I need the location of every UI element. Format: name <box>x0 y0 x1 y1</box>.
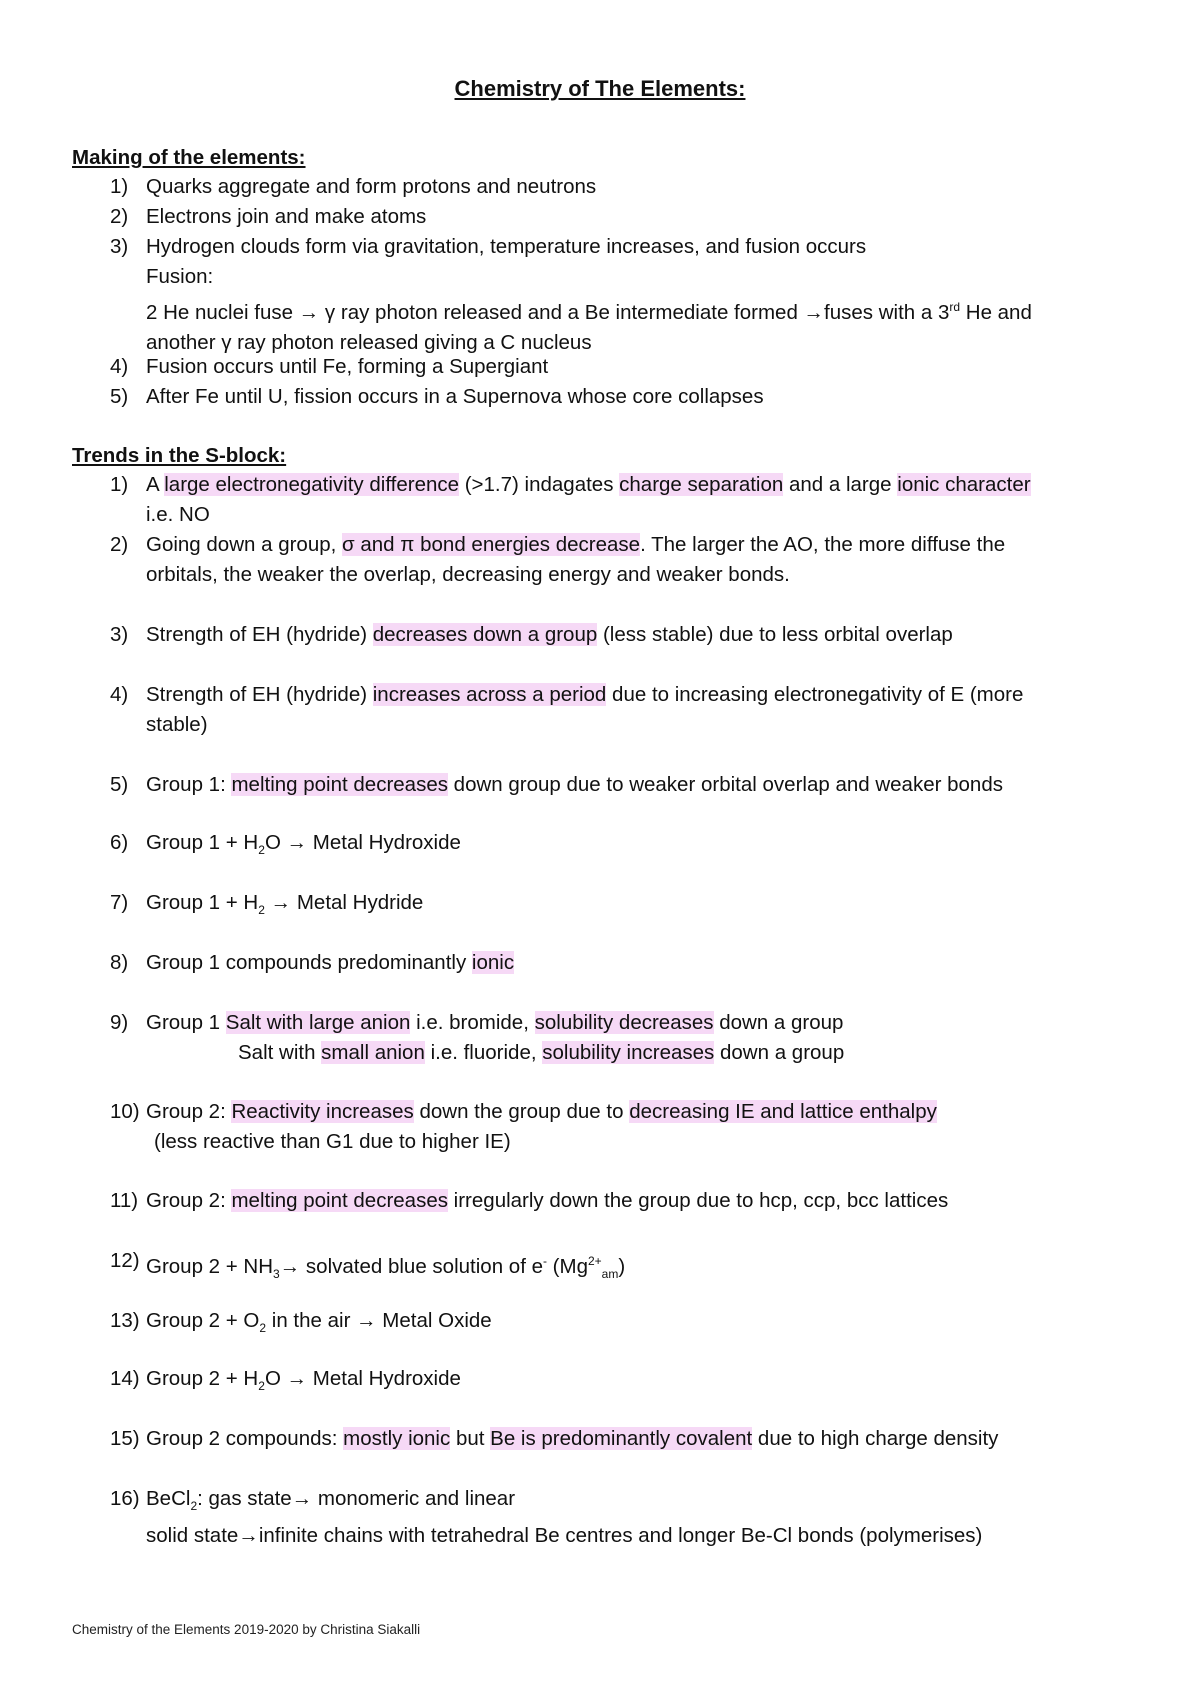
list-item: 1) Quarks aggregate and form protons and neutrons <box>110 175 597 198</box>
arrow-icon: → <box>803 300 825 324</box>
list-item: 5) Group 1: melting point decreases down group due to weaker orbital overlap and weaker bonds <box>110 773 1003 796</box>
page-title: Chemistry of The Elements: <box>454 76 746 101</box>
highlight: solubility decreases <box>534 1011 714 1034</box>
list-item: 1) A large electronegativity difference (>1.7) indagates charge separation and a large ionic character i.e. NO <box>110 473 1031 526</box>
highlight: small anion <box>321 1041 425 1064</box>
highlight: Be is predominantly covalent <box>490 1427 753 1450</box>
highlight: solubility increases <box>542 1041 715 1064</box>
highlight: Salt with large anion <box>225 1011 411 1034</box>
list-item: 9) Group 1 Salt with large anion i.e. bromide, solubility decreases down a group Salt with small anion i.e. fluoride, solubility increases down a group <box>110 1011 845 1064</box>
highlight: large electronegativity difference <box>164 473 460 496</box>
list-item: 6) Group $1 + H_2O$ → Metal Hydroxide <box>110 831 461 858</box>
highlight: σ and π bond energies decrease <box>342 533 641 556</box>
list-item: 3) Strength of EH (hydride) decreases down a group (less stable) due to less orbital overlap <box>110 623 953 646</box>
highlight: decreases down a group <box>372 623 598 646</box>
arrow-icon: → <box>270 891 292 914</box>
arrow-icon: → <box>238 1524 259 1548</box>
list-item: 11) Group 2: melting point decreases irregularly down the group due to hcp, ccp, bcc lattices <box>110 1189 949 1212</box>
list-item: 15) Group 2 compounds: mostly ionic but Be is predominantly covalent due to high charge density <box>110 1427 999 1450</box>
list-item: 10) Group 2: Reactivity increases down the group due to decreasing IE and lattice enthalpy (less reactive than G1 due to higher IE) <box>110 1100 937 1153</box>
list-item: 4) Fusion occurs until Fe, forming a Supergiant <box>110 355 549 378</box>
list-item: 8) Group 1 compounds predominantly ionic <box>110 951 515 974</box>
list-item: 2) Electrons join and make atoms <box>110 205 427 228</box>
highlight: mostly ionic <box>343 1427 451 1450</box>
arrow-icon: → <box>279 1254 301 1278</box>
list-item: 7) Group $1 + H_2$ → Metal Hydride <box>110 891 424 918</box>
highlight: charge separation <box>619 473 784 496</box>
list-item: 14) Group $2 + H_2O$ → Metal Hydroxide <box>110 1367 461 1394</box>
list-item: 2) Going down a group, σ and π bond energies decrease. The larger the AO, the more diffuse the orbitals, the weaker the overlap, decreasing energy and weaker bonds. <box>110 533 1006 586</box>
section-heading-making: Making of the elements: <box>72 146 306 169</box>
arrow-icon: → <box>298 300 320 324</box>
highlight: melting point decreases <box>231 773 448 796</box>
list-item: 16) BeCl$_2$: gas state→ monomeric and linear solid state→infinite chains with tetrahedral Be centres and longer Be-Cl bonds (polymerises) <box>110 1487 983 1548</box>
highlight: increases across a period <box>372 683 607 706</box>
list-item: 5) After Fe until U, fission occurs in a Supernova whose core collapses <box>110 385 764 408</box>
highlight: ionic <box>471 951 515 974</box>
list-item: 13) Group $2 + O_2$ in the air → Metal Oxide <box>110 1309 492 1336</box>
list-item: 3) Hydrogen clouds form via gravitation, temperature increases, and fusion occurs Fusion: 2 He nuclei fuse → γ ray photon released and a Be intermediate formed →fuses with a 3rd He and another γ ray photon released giving a C nucleus <box>110 235 1032 354</box>
page-footer: Chemistry of the Elements 2019-2020 by Christina Siakalli <box>72 1622 421 1637</box>
list-item: 12) Group $2 + NH_3\to$ solvated blue solution of e- $(Mg^{2+}_{am})$ <box>110 1249 626 1281</box>
section-heading-trends: Trends in the S-block: <box>72 444 287 467</box>
arrow-icon: → <box>291 1487 313 1510</box>
highlight: ionic character <box>897 473 1031 496</box>
arrow-icon: → <box>356 1309 377 1332</box>
highlight: melting point decreases <box>231 1189 448 1212</box>
highlight: Reactivity increases <box>231 1100 414 1123</box>
highlight: decreasing IE and lattice enthalpy <box>629 1100 937 1123</box>
list-item: 4) Strength of EH (hydride) increases across a period due to increasing electronegativity of E (more stable) <box>110 683 1024 736</box>
arrow-icon: → <box>286 831 308 854</box>
arrow-icon: → <box>286 1367 308 1390</box>
